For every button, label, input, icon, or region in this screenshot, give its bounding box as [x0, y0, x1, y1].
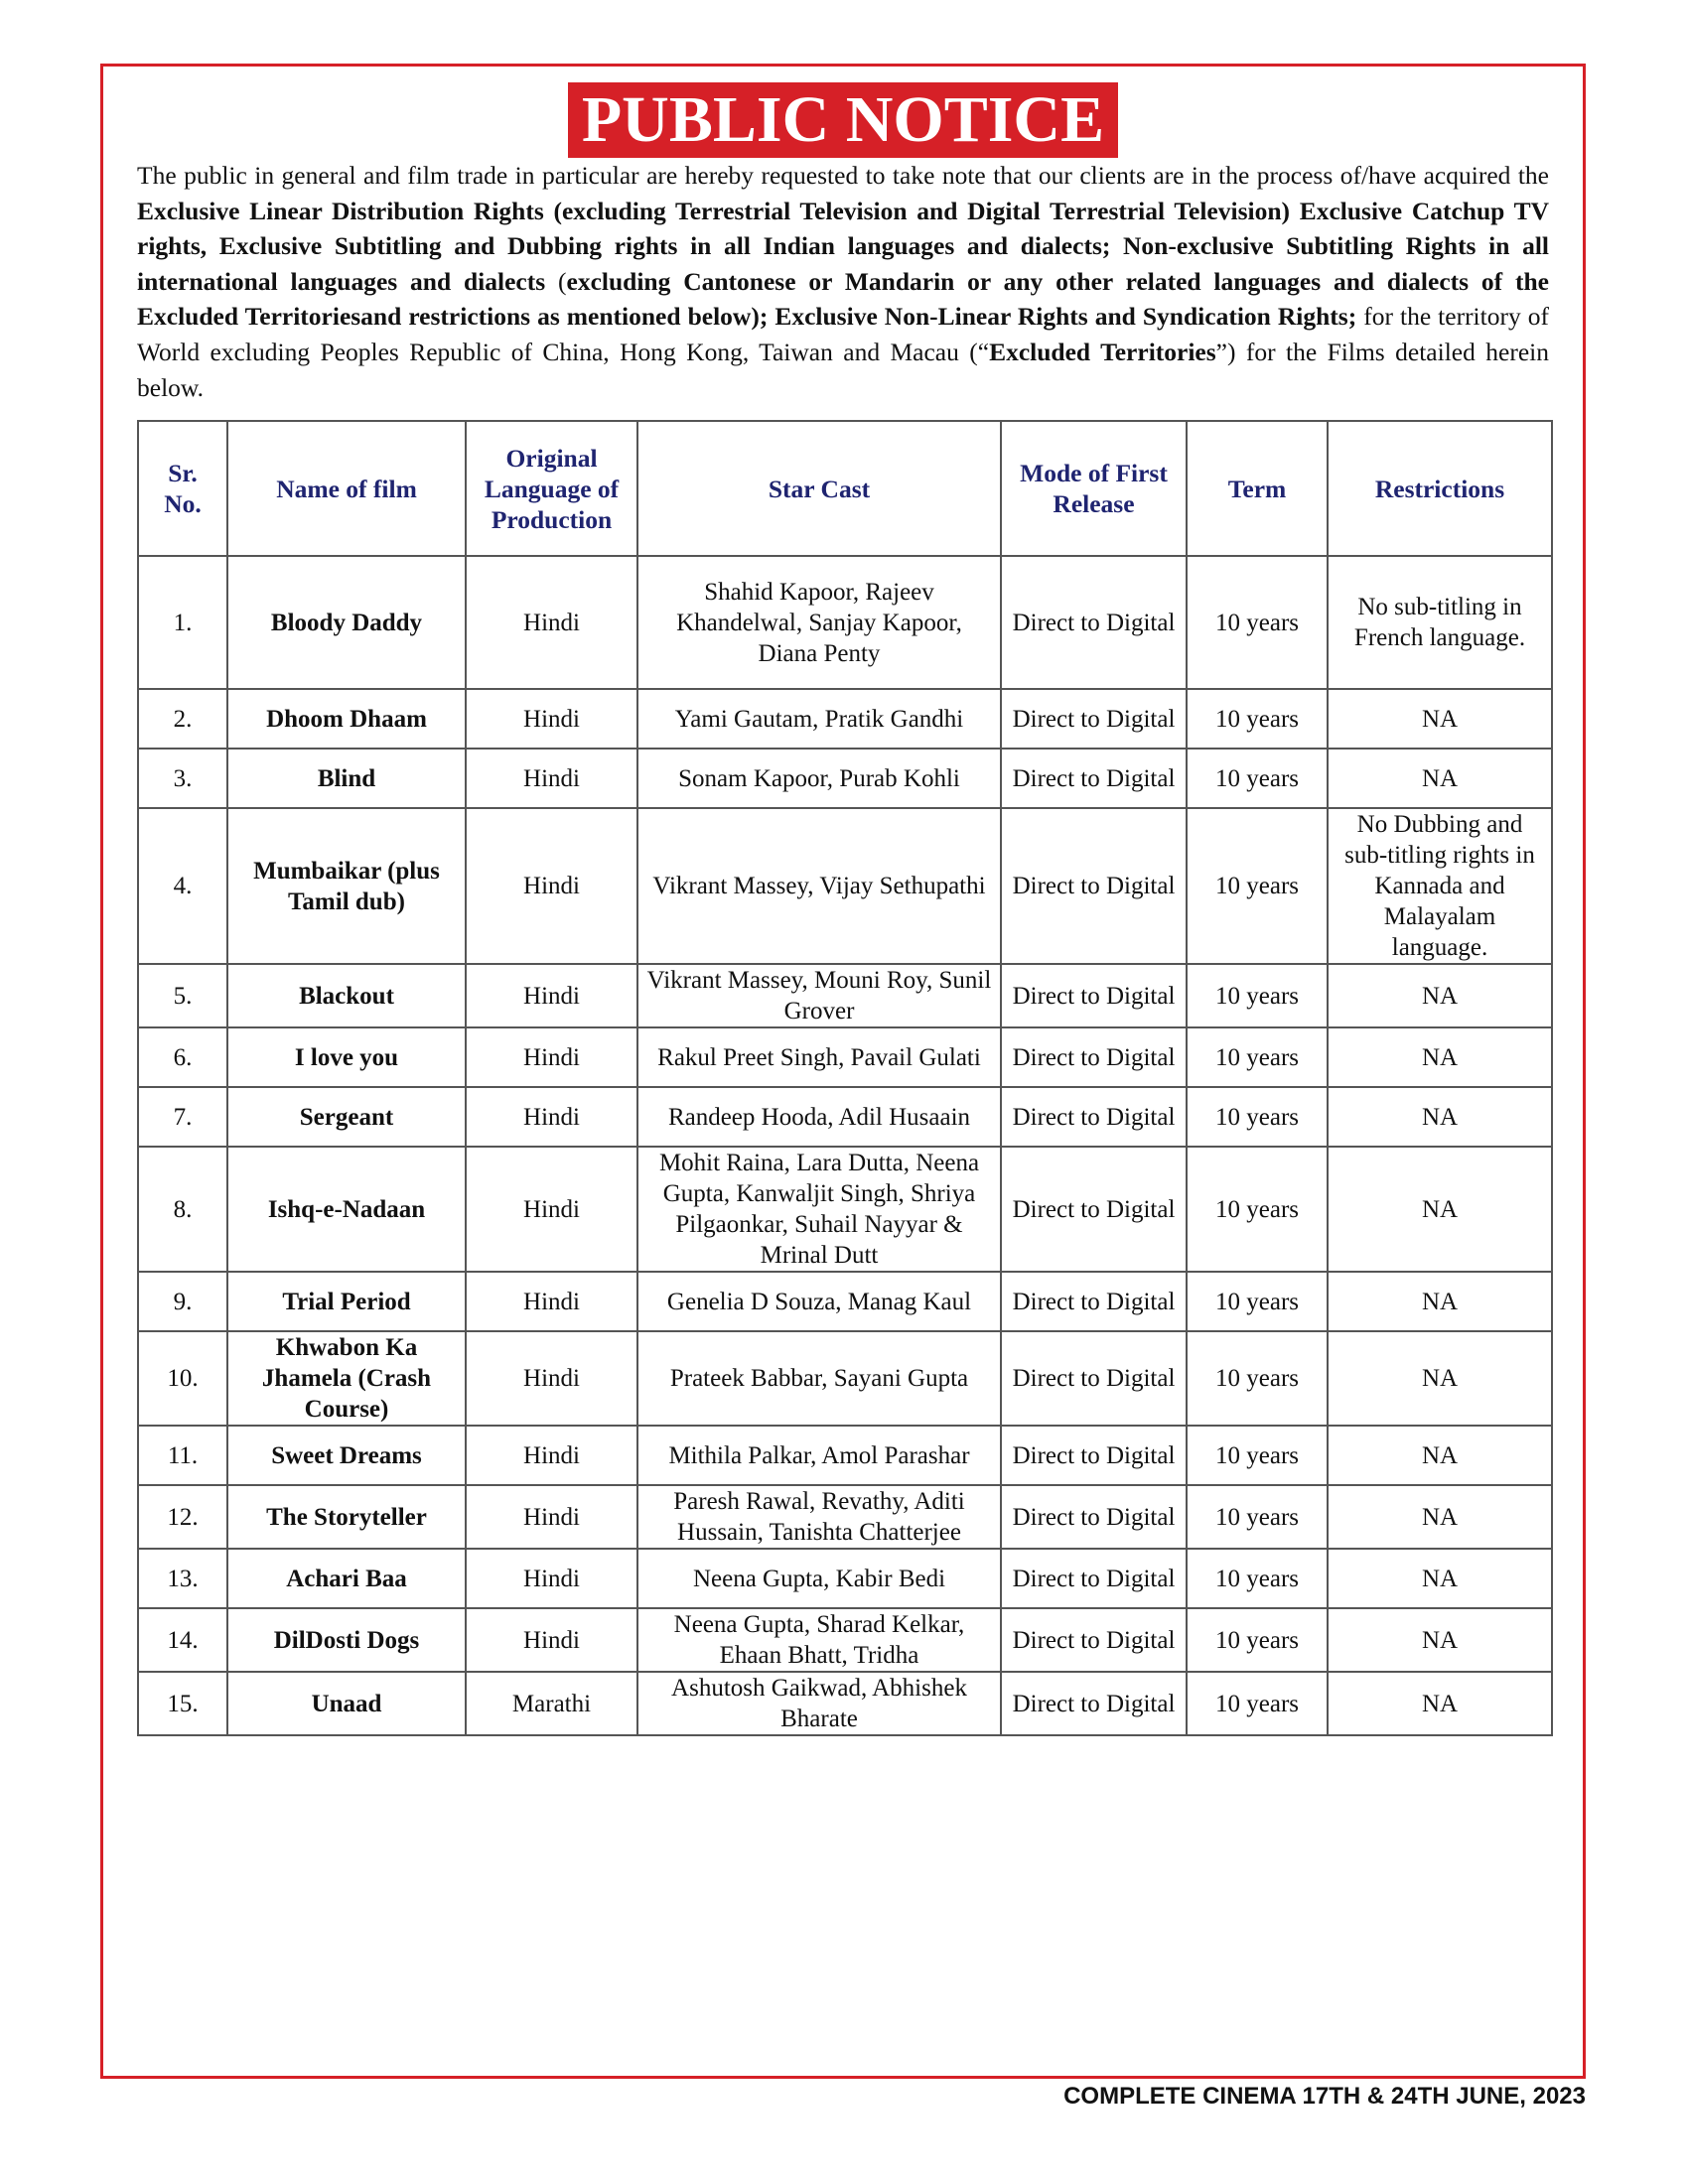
cell-film-name: Sergeant	[227, 1087, 466, 1147]
table-header-row	[138, 421, 1552, 556]
cell-release-mode: Direct to Digital	[1001, 808, 1187, 964]
cell-sr-no: 12.	[138, 1485, 227, 1549]
header-term: Term	[1187, 421, 1328, 556]
cell-language: Hindi	[466, 808, 637, 964]
cell-star-cast: Shahid Kapoor, Rajeev Khandelwal, Sanjay Kapoor, Diana Penty	[637, 556, 1001, 689]
notice-border	[100, 64, 1586, 2079]
cell-film-name: Dhoom Dhaam	[227, 689, 466, 749]
cell-release-mode: Direct to Digital	[1001, 1485, 1187, 1549]
cell-release-mode: Direct to Digital	[1001, 749, 1187, 808]
cell-term: 10 years	[1187, 1331, 1328, 1426]
cell-language: Hindi	[466, 1608, 637, 1672]
cell-sr-no: 5.	[138, 964, 227, 1027]
cell-language: Marathi	[466, 1672, 637, 1735]
table-row	[138, 1147, 1552, 1272]
cell-sr-no: 15.	[138, 1672, 227, 1735]
table-row	[138, 1426, 1552, 1485]
header-sr-no: Sr. No.	[138, 421, 227, 556]
cell-term: 10 years	[1187, 1608, 1328, 1672]
cell-star-cast: Neena Gupta, Kabir Bedi	[637, 1549, 1001, 1608]
table-row	[138, 808, 1552, 964]
table-row	[138, 749, 1552, 808]
cell-term: 10 years	[1187, 964, 1328, 1027]
cell-release-mode: Direct to Digital	[1001, 1426, 1187, 1485]
cell-term: 10 years	[1187, 1672, 1328, 1735]
cell-language: Hindi	[466, 1147, 637, 1272]
cell-film-name: Unaad	[227, 1672, 466, 1735]
cell-restrictions: NA	[1328, 1087, 1552, 1147]
table-row	[138, 1087, 1552, 1147]
cell-sr-no: 10.	[138, 1331, 227, 1426]
cell-language: Hindi	[466, 1272, 637, 1331]
table-row	[138, 1608, 1552, 1672]
cell-film-name: DilDosti Dogs	[227, 1608, 466, 1672]
cell-language: Hindi	[466, 689, 637, 749]
cell-restrictions: NA	[1328, 1549, 1552, 1608]
cell-sr-no: 6.	[138, 1027, 227, 1087]
cell-release-mode: Direct to Digital	[1001, 1672, 1187, 1735]
intro-text-run: excluding Cantonese or Mandarin or any other related languages and dialects of the Excluded Territoriesand restrictions as mentioned below); Exclusive Non-Linear Rights and Syndication Rights;	[137, 266, 1549, 332]
table-row	[138, 1027, 1552, 1087]
cell-film-name: Blackout	[227, 964, 466, 1027]
cell-film-name: The Storyteller	[227, 1485, 466, 1549]
table-row	[138, 689, 1552, 749]
header-name-of-film: Name of film	[227, 421, 466, 556]
cell-release-mode: Direct to Digital	[1001, 556, 1187, 689]
cell-restrictions: No sub-titling in French language.	[1328, 556, 1552, 689]
cell-restrictions: NA	[1328, 1331, 1552, 1426]
cell-language: Hindi	[466, 1485, 637, 1549]
films-table	[137, 420, 1553, 1736]
cell-film-name: Achari Baa	[227, 1549, 466, 1608]
cell-term: 10 years	[1187, 1426, 1328, 1485]
cell-language: Hindi	[466, 1027, 637, 1087]
table-row	[138, 964, 1552, 1027]
cell-restrictions: NA	[1328, 1672, 1552, 1735]
cell-release-mode: Direct to Digital	[1001, 1331, 1187, 1426]
cell-film-name: Bloody Daddy	[227, 556, 466, 689]
cell-restrictions: NA	[1328, 689, 1552, 749]
cell-film-name: Trial Period	[227, 1272, 466, 1331]
cell-language: Hindi	[466, 964, 637, 1027]
cell-sr-no: 11.	[138, 1426, 227, 1485]
cell-term: 10 years	[1187, 556, 1328, 689]
cell-sr-no: 8.	[138, 1147, 227, 1272]
cell-term: 10 years	[1187, 1087, 1328, 1147]
cell-release-mode: Direct to Digital	[1001, 689, 1187, 749]
intro-text-run: The public in general and film trade in particular are hereby requested to take note that our clients are in the process of/have acquired the	[137, 161, 1549, 190]
cell-film-name: Ishq-e-Nadaan	[227, 1147, 466, 1272]
header-restrictions: Restrictions	[1328, 421, 1552, 556]
table-row	[138, 1272, 1552, 1331]
cell-release-mode: Direct to Digital	[1001, 1147, 1187, 1272]
table-row	[138, 1485, 1552, 1549]
cell-star-cast: Vikrant Massey, Vijay Sethupathi	[637, 808, 1001, 964]
cell-sr-no: 4.	[138, 808, 227, 964]
cell-release-mode: Direct to Digital	[1001, 1087, 1187, 1147]
cell-star-cast: Mithila Palkar, Amol Parashar	[637, 1426, 1001, 1485]
cell-sr-no: 3.	[138, 749, 227, 808]
cell-star-cast: Yami Gautam, Pratik Gandhi	[637, 689, 1001, 749]
notice-title: PUBLIC NOTICE	[568, 82, 1118, 158]
header-star-cast: Star Cast	[637, 421, 1001, 556]
cell-restrictions: No Dubbing and sub-titling rights in Kannada and Malayalam language.	[1328, 808, 1552, 964]
cell-release-mode: Direct to Digital	[1001, 1549, 1187, 1608]
cell-sr-no: 1.	[138, 556, 227, 689]
cell-term: 10 years	[1187, 689, 1328, 749]
header-original-language: Original Language of Production	[466, 421, 637, 556]
table-row	[138, 556, 1552, 689]
cell-term: 10 years	[1187, 1549, 1328, 1608]
cell-release-mode: Direct to Digital	[1001, 1027, 1187, 1087]
table-row	[138, 1672, 1552, 1735]
intro-text-run: ”) for the Films detailed herein below.	[137, 337, 1549, 402]
cell-star-cast: Prateek Babbar, Sayani Gupta	[637, 1331, 1001, 1426]
cell-term: 10 years	[1187, 1027, 1328, 1087]
cell-restrictions: NA	[1328, 1272, 1552, 1331]
cell-film-name: I love you	[227, 1027, 466, 1087]
cell-restrictions: NA	[1328, 964, 1552, 1027]
cell-term: 10 years	[1187, 1485, 1328, 1549]
cell-language: Hindi	[466, 1426, 637, 1485]
cell-star-cast: Sonam Kapoor, Purab Kohli	[637, 749, 1001, 808]
intro-text-run: Excluded Territories	[989, 337, 1216, 366]
cell-star-cast: Rakul Preet Singh, Pavail Gulati	[637, 1027, 1001, 1087]
cell-language: Hindi	[466, 1549, 637, 1608]
notice-intro	[137, 158, 1549, 405]
cell-sr-no: 2.	[138, 689, 227, 749]
cell-film-name: Sweet Dreams	[227, 1426, 466, 1485]
cell-star-cast: Vikrant Massey, Mouni Roy, Sunil Grover	[637, 964, 1001, 1027]
cell-film-name: Blind	[227, 749, 466, 808]
publication-footer: COMPLETE CINEMA 17TH & 24TH JUNE, 2023	[1063, 2083, 1586, 2110]
cell-restrictions: NA	[1328, 1147, 1552, 1272]
cell-restrictions: NA	[1328, 1426, 1552, 1485]
cell-film-name: Mumbaikar (plus Tamil dub)	[227, 808, 466, 964]
cell-release-mode: Direct to Digital	[1001, 1608, 1187, 1672]
cell-term: 10 years	[1187, 1147, 1328, 1272]
cell-term: 10 years	[1187, 808, 1328, 964]
intro-text-run: for the territory of World excluding Peoples Republic of China, Hong Kong, Taiwan and Macau (“	[137, 302, 1549, 366]
intro-text-run: (	[545, 266, 567, 296]
cell-star-cast: Paresh Rawal, Revathy, Aditi Hussain, Tanishta Chatterjee	[637, 1485, 1001, 1549]
cell-sr-no: 13.	[138, 1549, 227, 1608]
cell-language: Hindi	[466, 1087, 637, 1147]
intro-text-run: Exclusive Linear Distribution Rights (excluding Terrestrial Television and Digital Terrestrial Television) Exclusive Catchup TV rights, Exclusive Subtitling and Dubbing rights in all Indian languages and dialects; Non-exclusive Subtitling Rights in all international languages and dialects	[137, 196, 1549, 296]
cell-star-cast: Mohit Raina, Lara Dutta, Neena Gupta, Kanwaljit Singh, Shriya Pilgaonkar, Suhail Nayyar & Mrinal Dutt	[637, 1147, 1001, 1272]
cell-term: 10 years	[1187, 1272, 1328, 1331]
cell-language: Hindi	[466, 556, 637, 689]
cell-star-cast: Neena Gupta, Sharad Kelkar, Ehaan Bhatt, Tridha	[637, 1608, 1001, 1672]
cell-star-cast: Ashutosh Gaikwad, Abhishek Bharate	[637, 1672, 1001, 1735]
cell-language: Hindi	[466, 749, 637, 808]
cell-release-mode: Direct to Digital	[1001, 1272, 1187, 1331]
cell-release-mode: Direct to Digital	[1001, 964, 1187, 1027]
cell-language: Hindi	[466, 1331, 637, 1426]
cell-restrictions: NA	[1328, 1608, 1552, 1672]
header-mode-of-release: Mode of First Release	[1001, 421, 1187, 556]
cell-star-cast: Randeep Hooda, Adil Husaain	[637, 1087, 1001, 1147]
table-row	[138, 1549, 1552, 1608]
cell-sr-no: 9.	[138, 1272, 227, 1331]
cell-sr-no: 7.	[138, 1087, 227, 1147]
cell-sr-no: 14.	[138, 1608, 227, 1672]
cell-restrictions: NA	[1328, 1027, 1552, 1087]
table-row	[138, 1331, 1552, 1426]
cell-restrictions: NA	[1328, 1485, 1552, 1549]
cell-star-cast: Genelia D Souza, Manag Kaul	[637, 1272, 1001, 1331]
cell-term: 10 years	[1187, 749, 1328, 808]
cell-restrictions: NA	[1328, 749, 1552, 808]
cell-film-name: Khwabon Ka Jhamela (Crash Course)	[227, 1331, 466, 1426]
